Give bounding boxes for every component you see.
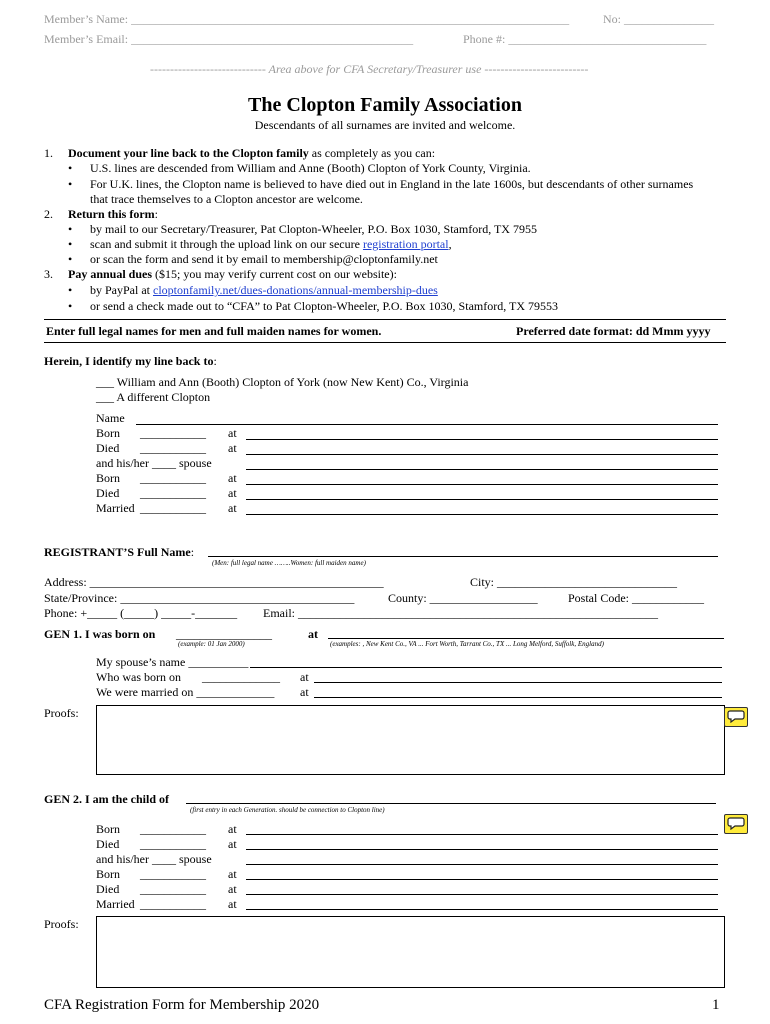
at-label: at (228, 882, 237, 896)
postal-code-field[interactable]: Postal Code: ____________ (568, 591, 705, 605)
bullet-text: For U.K. lines, the Clopton name is believed to have died out in England in the late 1600s, but descendants of other surnames (90, 177, 694, 191)
bullet-text: or scan the form and send it by email to membership@cloptonfamily.net (90, 252, 438, 266)
comment-icon[interactable] (724, 707, 748, 727)
date-input[interactable]: ___________ (140, 897, 206, 911)
at-label: at (228, 441, 237, 455)
spouse-name-label: My spouse’s name __________ (96, 655, 249, 669)
field-label: Died (96, 441, 120, 455)
date-input[interactable]: ___________ (140, 501, 206, 515)
spouse-name-input[interactable] (246, 469, 718, 470)
place-input[interactable] (246, 454, 718, 455)
place-input[interactable] (246, 849, 718, 850)
place-input[interactable] (246, 834, 718, 835)
date-input[interactable]: ___________ (140, 486, 206, 500)
bullet-icon: • (68, 237, 73, 251)
marriage-place-input[interactable] (314, 697, 722, 698)
email-field[interactable]: Email: ____________________________________________________________ (263, 606, 658, 620)
member-name-field[interactable]: Member’s Name: _________________________________________________________________________ (44, 12, 570, 26)
marriage-date-field[interactable]: We were married on _____________ (96, 685, 275, 699)
field-label: Died (96, 882, 120, 896)
date-format-note: Preferred date format: dd Mmm yyyy (516, 324, 711, 338)
bullet-punct: , (448, 237, 452, 251)
member-email-field[interactable]: Member’s Email: _______________________________________________ (44, 32, 414, 46)
step-3-heading (68, 267, 397, 282)
field-label: Married (96, 897, 135, 911)
step-heading-rest: ($15; you may verify current cost on our website): (152, 267, 397, 281)
spouse-birth-date-input[interactable]: _____________ (202, 670, 280, 684)
step-2-heading (68, 207, 158, 222)
bullet-icon: • (68, 299, 73, 313)
place-input[interactable] (246, 879, 718, 880)
at-label: at (228, 501, 237, 515)
at-label: at (228, 471, 237, 485)
gen1-spouse-name-input[interactable] (250, 667, 722, 668)
page-title: The Clopton Family Association (248, 94, 522, 116)
member-phone-field[interactable]: Phone #: _________________________________ (463, 32, 707, 46)
bullet-icon: • (68, 252, 73, 266)
admin-area-note: ----------------------------- Area above for CFA Secretary/Treasurer use -------------------------- (150, 62, 589, 76)
herein-colon: : (213, 354, 217, 368)
place-input[interactable] (246, 499, 718, 500)
date-input[interactable]: ___________ (140, 441, 206, 455)
registrant-label-wrap (44, 545, 194, 560)
line-option-different[interactable]: ___ A different Clopton (96, 390, 211, 404)
bullet-text: scan and submit it through the upload link on our secure (90, 237, 363, 251)
date-input[interactable]: ___________ (140, 837, 206, 851)
spouse-name-input[interactable] (246, 864, 718, 865)
proofs-label: Proofs: (44, 706, 79, 720)
registration-portal-link[interactable]: registration portal (362, 237, 449, 251)
dues-link[interactable]: cloptonfamily.net/dues-donations/annual-membership-dues (153, 283, 438, 297)
bullet-icon: • (68, 161, 73, 175)
divider (44, 319, 726, 320)
spouse-label: and his/her ____ spouse (96, 852, 212, 866)
step-heading: Document your line back to the Clopton family (68, 146, 309, 160)
date-input[interactable]: ___________ (140, 822, 206, 836)
footer-title: CFA Registration Form for Membership 2020 (44, 997, 320, 1013)
name-instruction: Enter full legal names for men and full maiden names for women. (46, 324, 382, 338)
place-input[interactable] (246, 894, 718, 895)
spouse-born-label: Who was born on (96, 670, 181, 684)
spouse-label: and his/her ____ spouse (96, 456, 212, 470)
registrant-colon: : (190, 545, 195, 559)
field-label: Born (96, 867, 120, 881)
date-input[interactable]: ___________ (140, 882, 206, 896)
registrant-label: REGISTRANT’S Full Name (44, 545, 191, 559)
bullet-text-paypal (90, 283, 438, 298)
step-heading-rest: : (154, 207, 158, 221)
divider (44, 342, 726, 343)
bullet-icon: • (68, 222, 73, 236)
date-input[interactable]: ___________ (140, 867, 206, 881)
field-label: Died (96, 837, 120, 851)
place-input[interactable] (246, 909, 718, 910)
member-number-field[interactable]: No: _______________ (603, 12, 714, 26)
field-label: Died (96, 486, 120, 500)
bullet-icon: • (68, 283, 73, 297)
phone-field[interactable]: Phone: +_____ (_____) _____-_______ (44, 606, 238, 620)
gen1-birth-date-input[interactable]: ________________ (176, 627, 272, 641)
step-number: 1. (44, 146, 53, 160)
at-label: at (228, 867, 237, 881)
at-label: at (300, 685, 309, 699)
proofs-label: Proofs: (44, 917, 79, 931)
step-heading-rest: as completely as you can: (308, 146, 436, 160)
registrant-name-input[interactable] (208, 556, 718, 557)
gen2-proofs-textarea[interactable] (96, 916, 725, 988)
at-label: at (228, 897, 237, 911)
gen2-label: GEN 2. I am the child of (44, 792, 170, 806)
step-number: 3. (44, 267, 53, 281)
date-input[interactable]: ___________ (140, 426, 206, 440)
at-label: at (228, 426, 237, 440)
gen1-proofs-textarea[interactable] (96, 705, 725, 775)
bullet-icon: • (68, 177, 73, 191)
at-label: at (308, 627, 318, 641)
page-subtitle: Descendants of all surnames are invited and welcome. (254, 118, 516, 132)
ancestor-name-input[interactable] (136, 424, 718, 425)
at-label: at (228, 837, 237, 851)
field-label: Name (96, 411, 125, 425)
registrant-hint: (Men: full legal name ……..Women: full maiden name) (212, 559, 366, 567)
gen1-birth-place-input[interactable] (328, 638, 724, 639)
address-field[interactable]: Address: _________________________________________________ (44, 575, 384, 589)
place-input[interactable] (246, 514, 718, 515)
comment-icon[interactable] (724, 814, 748, 834)
spouse-birth-place-input[interactable] (314, 682, 722, 683)
step-1-heading (68, 146, 435, 161)
page-number: 1 (712, 997, 720, 1013)
at-label: at (228, 822, 237, 836)
place-input[interactable] (246, 439, 718, 440)
date-input[interactable]: ___________ (140, 471, 206, 485)
date-example-hint: (example: 01 Jan 2000) (178, 640, 245, 648)
field-label: Born (96, 471, 120, 485)
county-field[interactable]: County: __________________ (388, 591, 538, 605)
step-heading: Pay annual dues (68, 267, 153, 281)
herein-text: Herein, I identify my line back to (44, 354, 214, 368)
gen2-parent-input[interactable] (186, 803, 716, 804)
city-field[interactable]: City: ______________________________ (470, 575, 678, 589)
herein-heading (44, 354, 217, 369)
bullet-text: by mail to our Secretary/Treasurer, Pat Clopton-Wheeler, P.O. Box 1030, Stamford, TX 7955 (90, 222, 537, 236)
line-option-william-ann[interactable]: ___ William and Ann (Booth) Clopton of York (now New Kent) Co., Virginia (96, 375, 469, 389)
gen1-label: GEN 1. I was born on (44, 627, 156, 641)
step-heading: Return this form (68, 207, 155, 221)
bullet-text-portal (90, 237, 452, 252)
step-number: 2. (44, 207, 53, 221)
bullet-text: or send a check made out to “CFA” to Pat Clopton-Wheeler, P.O. Box 1030, Stamford, TX 79553 (90, 299, 558, 313)
state-field[interactable]: State/Province: _______________________________________ (44, 591, 355, 605)
place-input[interactable] (246, 484, 718, 485)
at-label: at (300, 670, 309, 684)
bullet-text: U.S. lines are descended from William and Anne (Booth) Clopton of York County, Virginia. (90, 161, 531, 175)
field-label: Married (96, 501, 135, 515)
place-example-hint: (examples: , New Kent Co., VA ... Fort Worth, Tarrant Co., TX ... Long Melford, Suffolk, England) (330, 640, 604, 648)
field-label: Born (96, 426, 120, 440)
field-label: Born (96, 822, 120, 836)
bullet-text: that trace themselves to a Clopton ancestor are welcome. (90, 192, 363, 206)
gen2-hint: (first entry in each Generation. should be connection to Clopton line) (190, 806, 385, 814)
bullet-text: by PayPal at (90, 283, 153, 297)
at-label: at (228, 486, 237, 500)
